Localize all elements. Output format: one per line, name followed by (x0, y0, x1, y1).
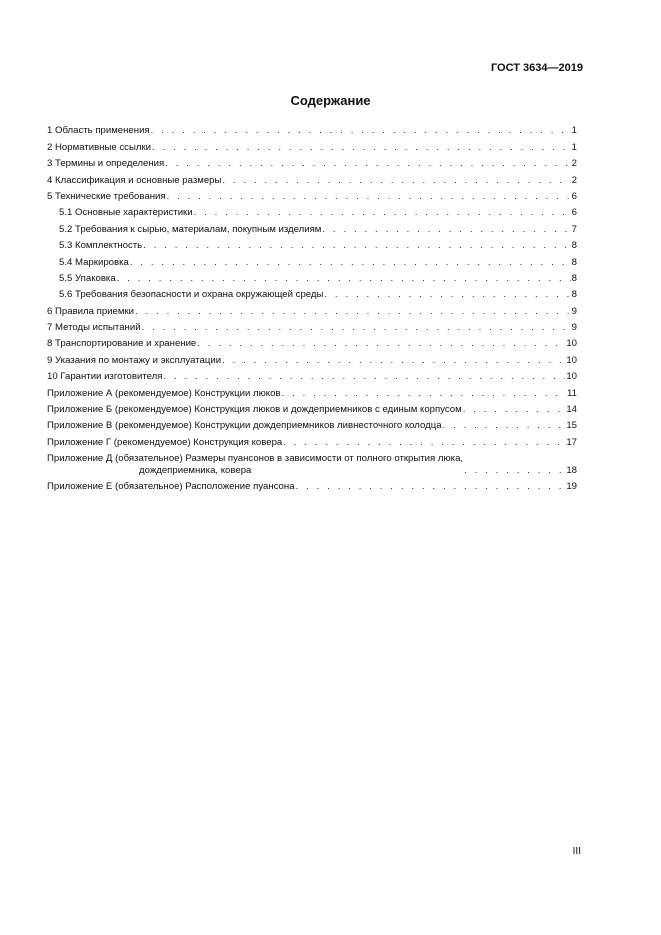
toc-item-appendix-e[interactable] (47, 477, 577, 493)
toc-leader (165, 158, 570, 170)
toc-leader (296, 481, 566, 493)
toc-page: 7 (571, 223, 577, 235)
toc-item-5-3[interactable] (47, 236, 577, 252)
toc-leader (283, 437, 565, 449)
toc-label: Приложение Г (рекомендуемое) Конструкция ковера (47, 436, 283, 448)
toc-leader (117, 273, 571, 285)
toc-item-5-4[interactable] (47, 252, 577, 268)
toc-label-line1: Приложение Д (обязательное) Размеры пуансонов в зависимости от полного открытия люка, (47, 452, 464, 464)
toc-item-appendix-d[interactable] (47, 449, 577, 477)
toc-item-2[interactable] (47, 137, 577, 153)
toc-page: 9 (571, 305, 577, 317)
toc-leader (163, 371, 565, 383)
toc-label: 5.1 Основные характеристики (59, 207, 193, 219)
toc-label: Приложение Е (обязательное) Расположение пуансона (47, 481, 295, 493)
toc-page: 11 (567, 387, 577, 399)
toc-leader (443, 420, 566, 432)
toc-page: 8 (571, 289, 577, 301)
toc-page: 1 (571, 141, 577, 153)
toc-page: 19 (566, 481, 577, 493)
toc-label (47, 453, 463, 477)
toc-label: 2 Нормативные ссылки (47, 141, 152, 153)
toc-item-6[interactable] (47, 301, 577, 317)
toc-page: 10 (566, 338, 577, 350)
toc-label-line2: дождеприемника, ковера (139, 464, 252, 476)
toc-label: 5.6 Требования безопасности и охрана окружающей среды (59, 289, 324, 301)
toc-page: 18 (566, 464, 577, 476)
toc-item-5-5[interactable] (47, 269, 577, 285)
toc-page: 14 (566, 404, 577, 416)
toc-label: 8 Транспортирование и хранение (47, 338, 197, 350)
toc-item-5-6[interactable] (47, 285, 577, 301)
toc-item-7[interactable] (47, 318, 577, 334)
toc-label: 5.4 Маркировка (59, 256, 129, 268)
toc-item-appendix-a[interactable] (47, 383, 577, 399)
toc-item-3[interactable] (47, 154, 577, 170)
toc-leader (194, 207, 571, 219)
toc-leader (151, 125, 571, 137)
toc-leader (222, 355, 565, 367)
toc-item-5[interactable] (47, 187, 577, 203)
toc-page: 8 (571, 272, 577, 284)
toc-page: 10 (566, 371, 577, 383)
toc-label: Приложение Б (рекомендуемое) Конструкция люков и дождеприемников с единым корпусом (47, 404, 462, 416)
toc-leader (143, 240, 570, 252)
toc-label: 5.3 Комплектность (59, 240, 143, 252)
toc-page: 8 (571, 240, 577, 252)
toc-label: 9 Указания по монтажу и эксплуатации (47, 354, 222, 366)
toc-label: 5 Технические требования (47, 190, 166, 202)
toc-item-appendix-g[interactable] (47, 432, 577, 448)
toc-leader (152, 142, 571, 154)
toc-page: 10 (566, 354, 577, 366)
toc-label: 1 Область применения (47, 125, 150, 137)
toc-page: 1 (571, 125, 577, 137)
toc-leader (322, 224, 570, 236)
toc-page: 2 (571, 174, 577, 186)
toc-page: 2 (571, 158, 577, 170)
toc-label: Приложение В (рекомендуемое) Конструкции дождеприемников ливнесточного колодца (47, 420, 442, 432)
toc-page: 8 (571, 256, 577, 268)
toc-page: 9 (571, 322, 577, 334)
toc-leader (324, 289, 570, 301)
table-of-contents (47, 121, 577, 493)
page-number: III (572, 846, 581, 857)
toc-leader (282, 388, 567, 400)
document-code: ГОСТ 3634—2019 (490, 62, 583, 74)
toc-item-5-1[interactable] (47, 203, 577, 219)
toc-item-appendix-b[interactable] (47, 400, 577, 416)
toc-leader (142, 322, 571, 334)
toc-item-4[interactable] (47, 170, 577, 186)
toc-label: Приложение А (рекомендуемое) Конструкции люков (47, 387, 281, 399)
toc-leader (135, 306, 571, 318)
toc-leader (463, 404, 566, 416)
toc-label: 6 Правила приемки (47, 305, 134, 317)
toc-page: 17 (566, 436, 577, 448)
toc-leader (197, 338, 565, 350)
toc-leader (167, 191, 571, 203)
toc-leader (464, 465, 565, 477)
toc-item-1[interactable] (47, 121, 577, 137)
toc-label: 5.5 Упаковка (59, 272, 116, 284)
toc-page: 6 (571, 207, 577, 219)
toc-label: 10 Гарантии изготовителя (47, 371, 163, 383)
toc-label: 7 Методы испытаний (47, 322, 141, 334)
toc-leader (222, 175, 570, 187)
page-title: Содержание (290, 93, 371, 108)
toc-item-appendix-v[interactable] (47, 416, 577, 432)
toc-label: 5.2 Требования к сырью, материалам, покупным изделиям (59, 223, 322, 235)
toc-page: 6 (571, 190, 577, 202)
toc-label: 3 Термины и определения (47, 158, 165, 170)
toc-item-8[interactable] (47, 334, 577, 350)
toc-leader (130, 257, 571, 269)
toc-item-5-2[interactable] (47, 219, 577, 235)
toc-label: 4 Классификация и основные размеры (47, 174, 222, 186)
toc-item-10[interactable] (47, 367, 577, 383)
toc-item-9[interactable] (47, 350, 577, 366)
toc-page: 15 (566, 420, 577, 432)
